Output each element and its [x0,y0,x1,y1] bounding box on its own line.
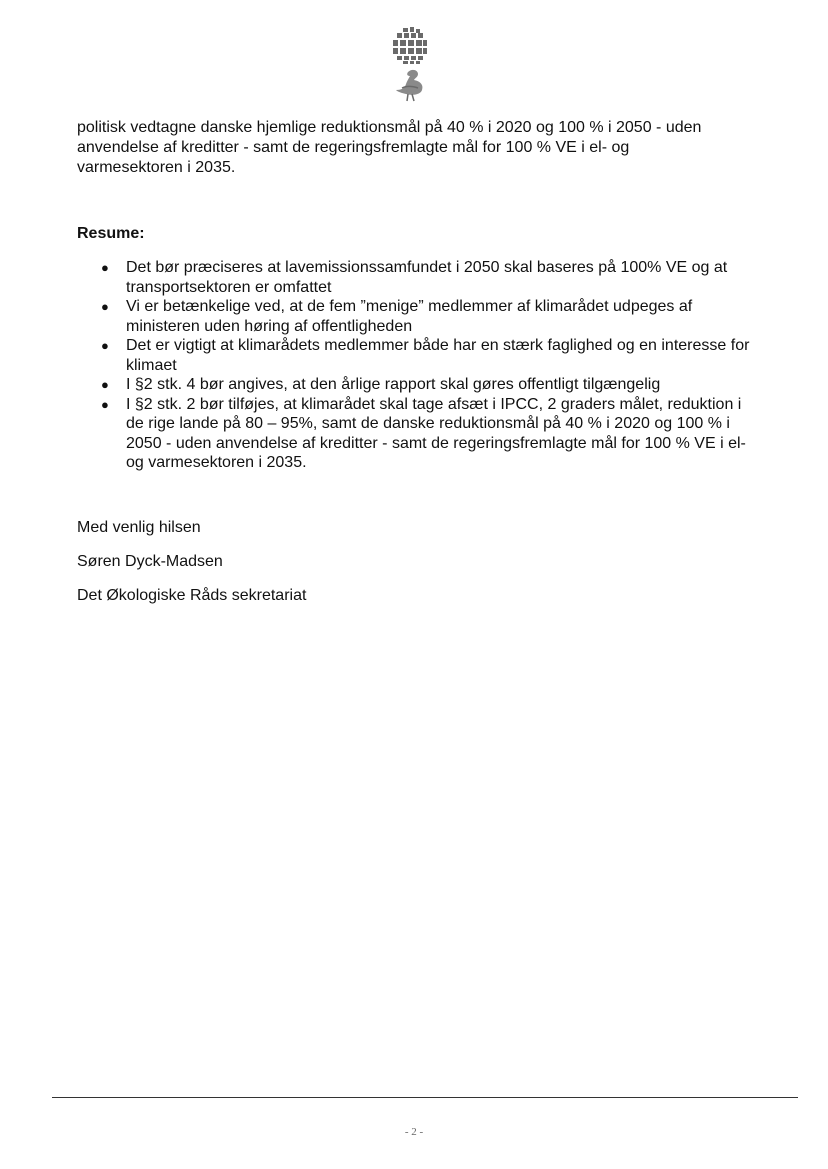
summary-bullet-list [77,258,757,473]
organization-name: Det Økologiske Råds sekretariat [77,587,307,604]
bullet-text: Det bør præciseres at lavemissionssamfundet i 2050 skal baseres på 100% VE og at transportsektoren er omfattet [126,259,728,296]
bullet-icon: ● [101,338,109,353]
bullet-text: Vi er betænkelige ved, at de fem ”menige” medlemmer af klimarådet udpeges af ministeren uden høring af offentligheden [126,298,693,335]
bullet-item [77,297,757,336]
bullet-icon: ● [101,377,109,392]
page-number: - 2 - [404,1126,424,1138]
bullet-item [77,336,757,375]
intro-paragraph: politisk vedtagne danske hjemlige reduktionsmål på 40 % i 2020 og 100 % i 2050 - uden anvendelse af kreditter - samt de regeringsfremlagte mål for 100 % VE i el- og varmesektoren i 2035. [77,119,702,176]
bullet-text: I §2 stk. 4 bør angives, at den årlige rapport skal gøres offentligt tilgængelig [126,376,661,393]
footer-divider [52,1097,798,1098]
bullet-item [77,395,757,473]
bullet-icon: ● [101,260,109,275]
signer-name: Søren Dyck-Madsen [77,553,223,570]
bullet-item [77,375,757,395]
bullet-icon: ● [101,299,109,314]
summary-heading: Resume: [77,225,145,242]
bullet-item [77,258,757,297]
organization-logo-icon [388,26,432,102]
closing-greeting: Med venlig hilsen [77,519,201,536]
bullet-text: Det er vigtigt at klimarådets medlemmer både har en stærk faglighed og en interesse for klimaet [126,337,750,374]
bullet-text: I §2 stk. 2 bør tilføjes, at klimarådet skal tage afsæt i IPCC, 2 graders målet, reduktion i de rige lande på 80 – 95%, samt de danske reduktionsmål på 40 % i 2020 og 100 % i 2050 - uden anvendelse af kreditter - samt de regeringsfremlagte mål for 100 % VE i el- og varmesektoren i 2035. [126,395,746,471]
bullet-icon: ● [101,396,109,412]
